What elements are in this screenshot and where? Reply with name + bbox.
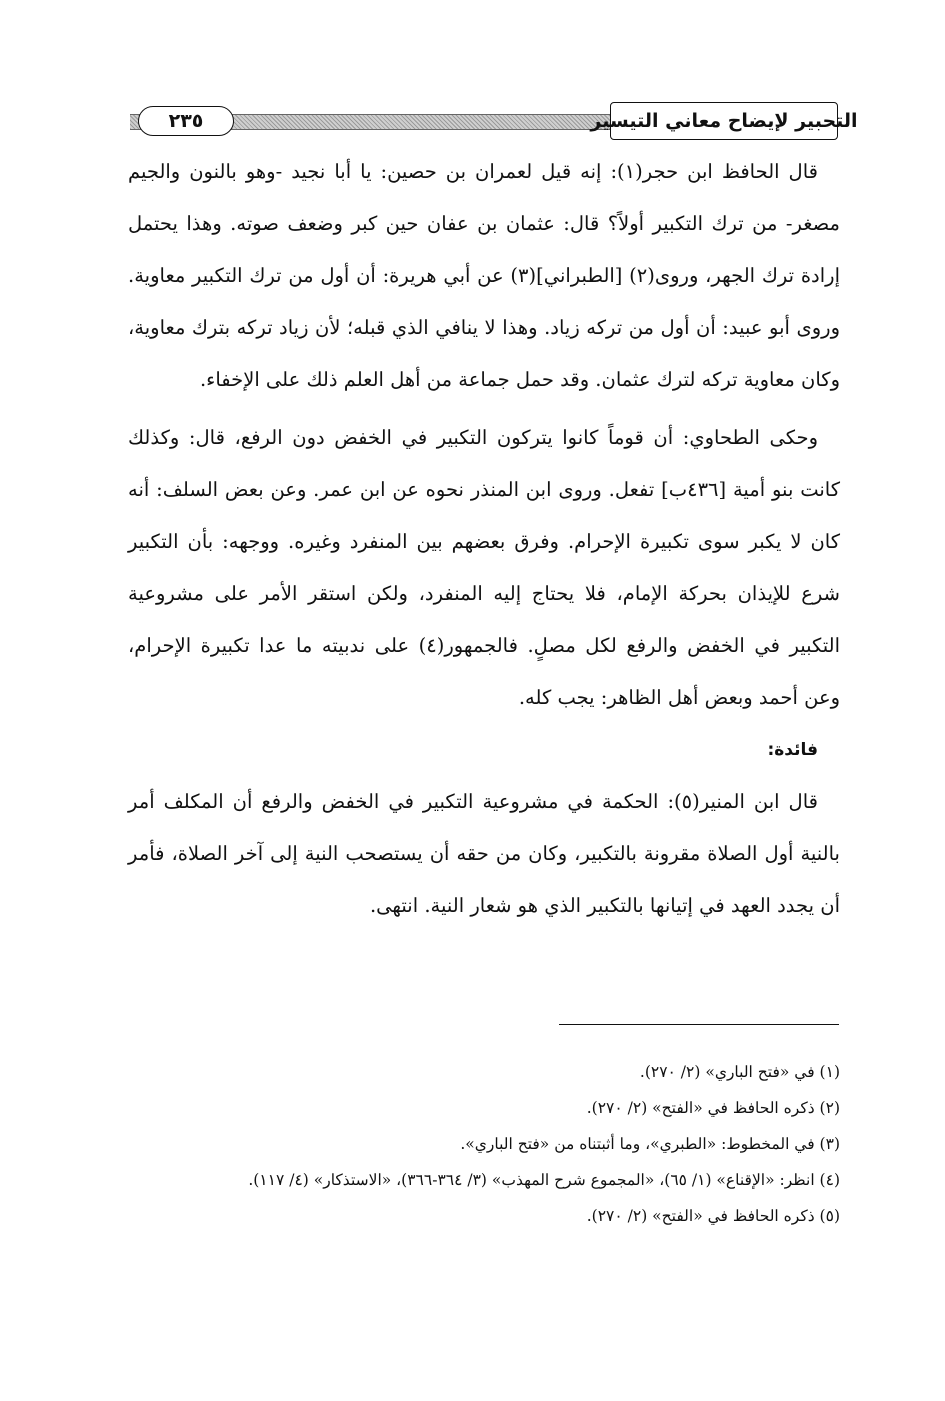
footnote: (٥) ذكره الحافظ في «الفتح» (٢/ ٢٧٠). — [586, 1207, 840, 1225]
running-header — [130, 102, 858, 144]
footnote: (٤) انظر: «الإقناع» (١/ ٦٥)، «المجموع شرح المهذب» (٣/ ٣٦٤-٣٦٦)، «الاستذكار» (٤/ ١١٧). — [248, 1171, 840, 1189]
footnote: (٢) ذكره الحافظ في «الفتح» (٢/ ٢٧٠). — [586, 1099, 840, 1117]
book-title: التحبير لإيضاح معاني التيسير — [590, 110, 858, 132]
footnote: (٣) في المخطوط: «الطبري»، وما أثبتناه من «فتح الباري». — [460, 1135, 840, 1153]
paragraph: قال الحافظ ابن حجر(١): إنه قيل لعمران بن حصين: يا أبا نجيد -وهو بالنون والجيم مصغر- من ترك التكبير أولاً؟ قال: عثمان بن عفان حين كبر وضعف صوته. وهذا يحتمل إرادة ترك الجهر، وروى(٢) [الطبراني](٣) عن أبي هريرة: أن أول من ترك التكبير معاوية. وروى أبو عبيد: أن أول من تركه زياد. وهذا لا ينافي الذي قبله؛ لأن زياد تركه بترك معاوية، وكان معاوية تركه لترك عثمان. وقد حمل جماعة من أهل العلم ذلك على الإخفاء. — [128, 160, 840, 391]
page-number: ٢٣٥ — [168, 110, 204, 132]
footnotes — [128, 1054, 840, 1234]
main-text — [128, 146, 840, 932]
page-number-badge — [138, 106, 234, 136]
paragraph: قال ابن المنير(٥): الحكمة في مشروعية التكبير في الخفض والرفع أن المكلف أمر بالنية أول الصلاة مقرونة بالتكبير، وكان من حقه أن يستصحب النية إلى آخر الصلاة، فأمر أن يجدد العهد في إتيانها بالتكبير الذي هو شعار النية. انتهى. — [128, 790, 840, 917]
section-heading: فائدة: — [767, 740, 818, 760]
footnote-separator — [559, 1024, 839, 1025]
paragraph: وحكى الطحاوي: أن قوماً كانوا يتركون التكبير في الخفض دون الرفع، قال: وكذلك كانت بنو أمية [٤٣٦ب] تفعل. وروى ابن المنذر نحوه عن ابن عمر. وعن بعض السلف: أنه كان لا يكبر سوى تكبيرة الإحرام. وفرق بعضهم بين المنفرد وغيره. ووجهه: بأن التكبير شرع للإيذان بحركة الإمام، فلا يحتاج إليه المنفرد، ولكن استقر الأمر على مشروعية التكبير في الخفض والرفع لكل مصلٍ. فالجمهور(٤) على ندبيته ما عدا تكبيرة الإحرام، وعن أحمد وبعض أهل الظاهر: يجب كله. — [128, 426, 840, 709]
book-title-box — [590, 102, 858, 140]
footnote: (١) في «فتح الباري» (٢/ ٢٧٠). — [639, 1063, 840, 1081]
